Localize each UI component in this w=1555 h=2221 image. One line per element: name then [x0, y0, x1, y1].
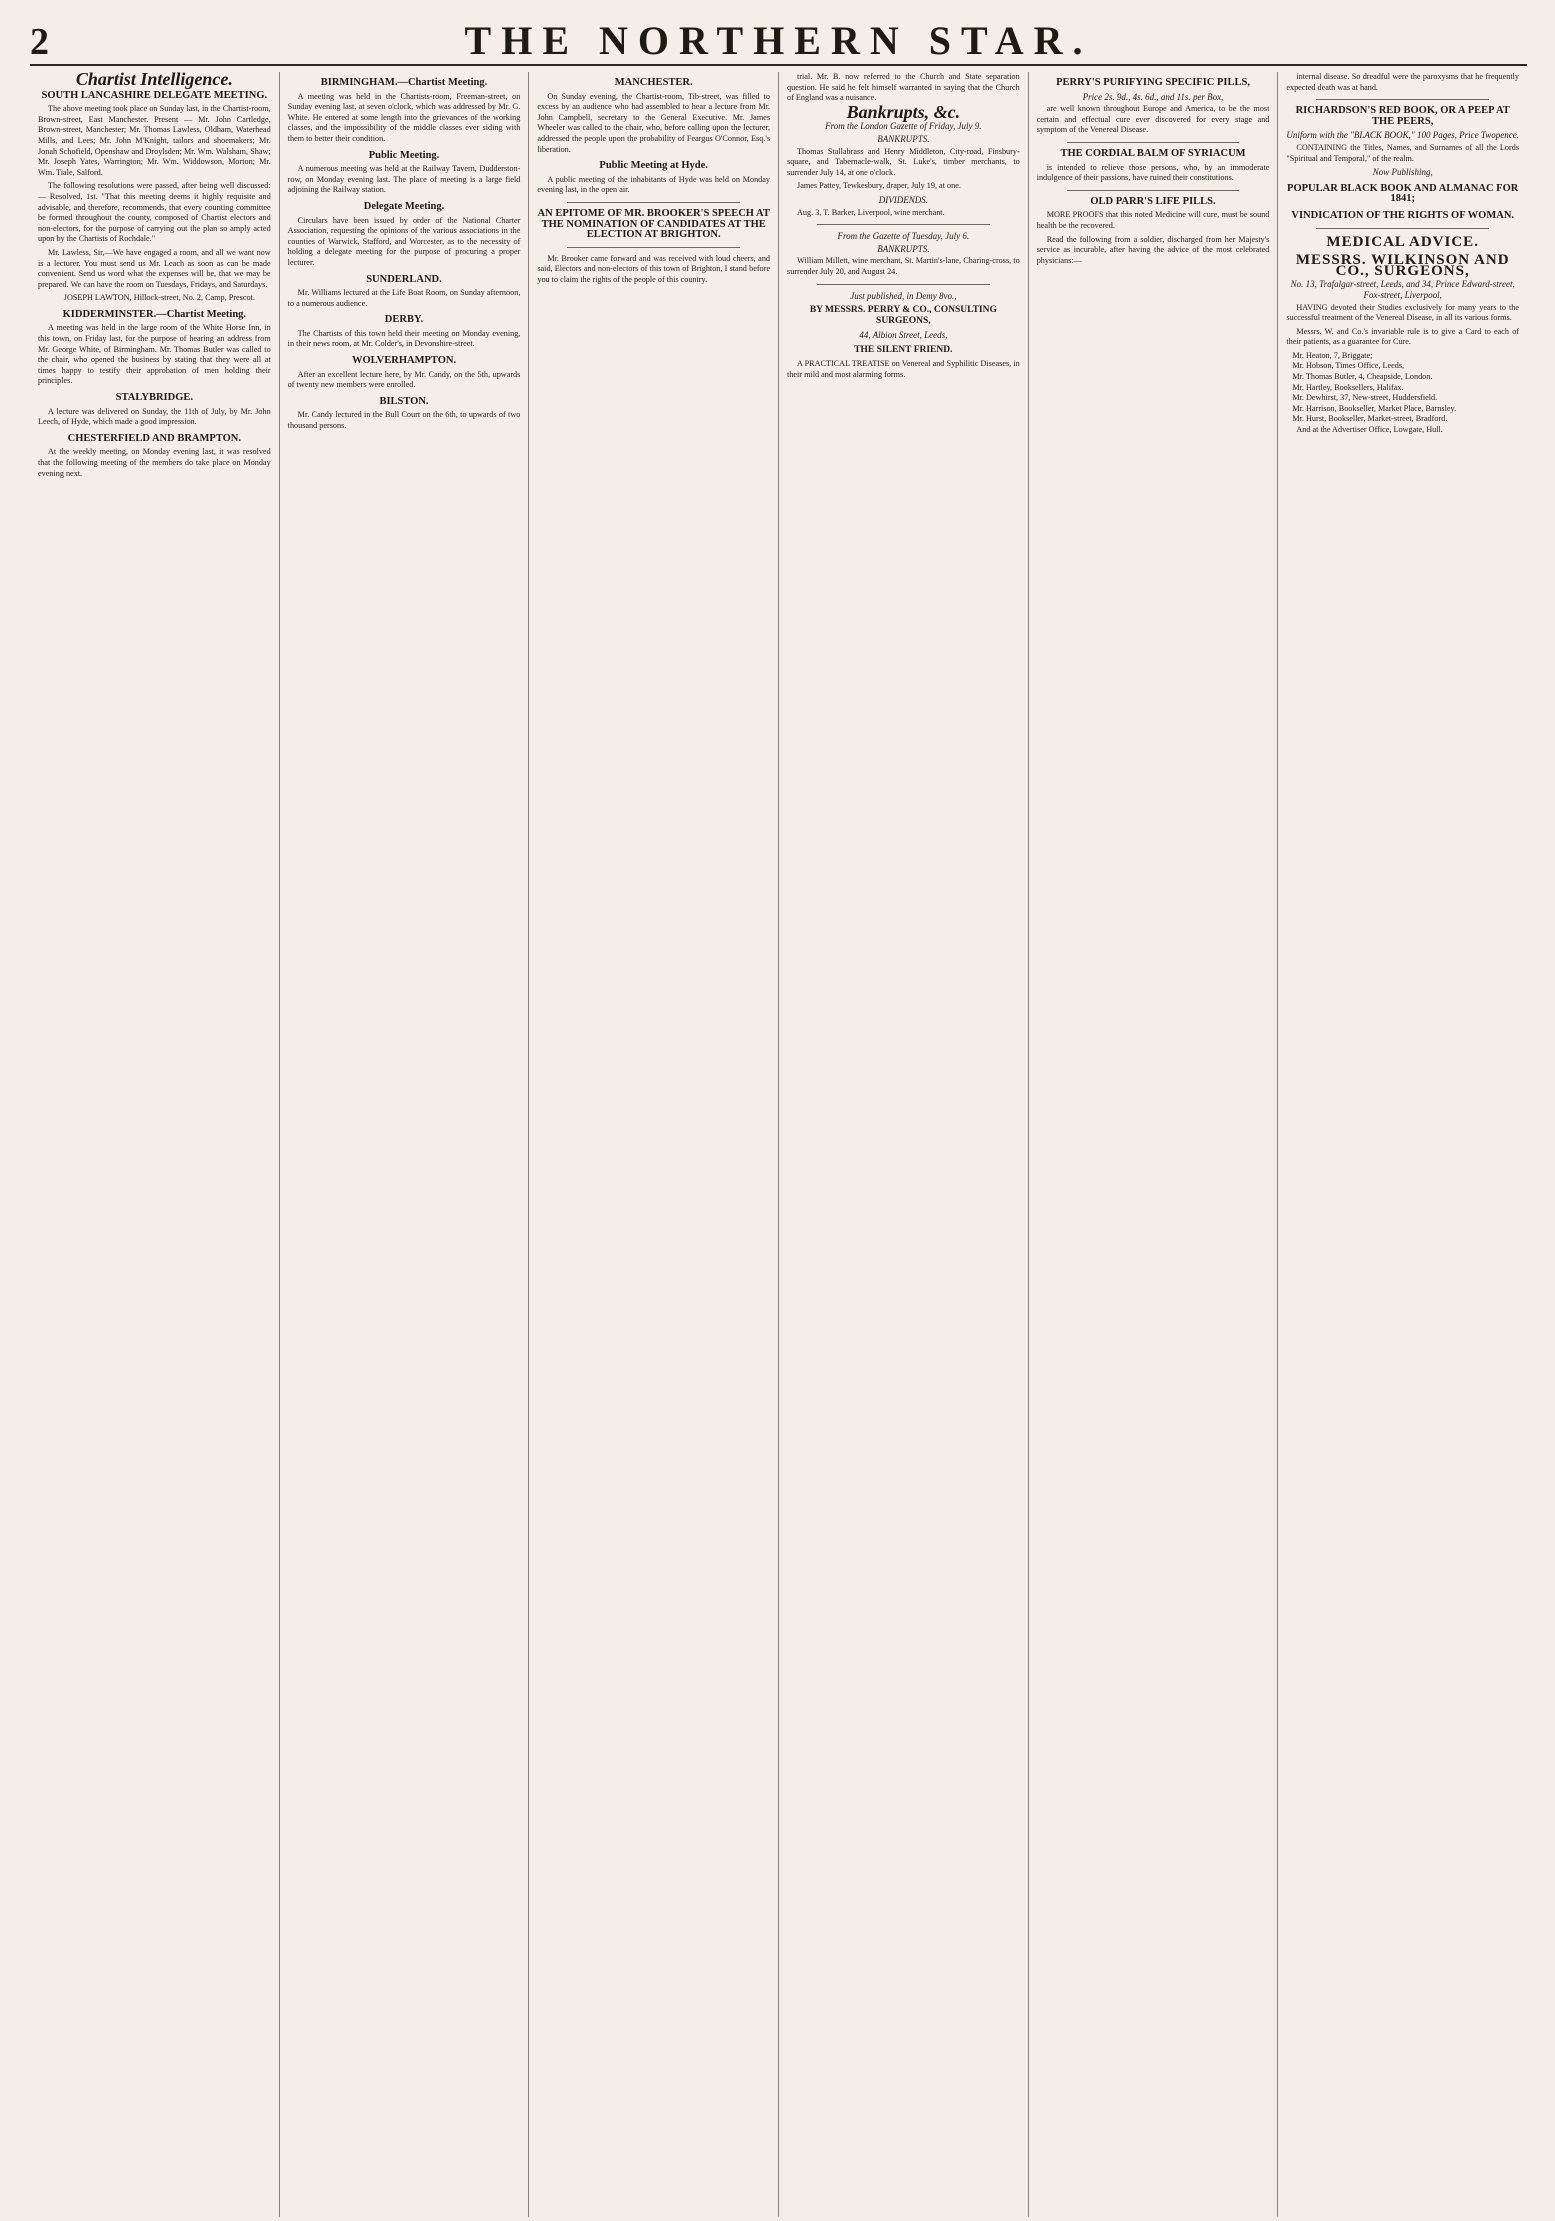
- article-paragraph: Mr. Lawless, Sir,—We have engaged a room, and all we want now is a lecturer. You must send us Mr. Leach as soon as can be made convenient. Send us word what the expenses will be, that we may be prepared. We can have the room on Tuesdays, Fridays, and Saturdays.: [38, 247, 271, 289]
- article-heading: STALYBRIDGE.: [115, 392, 193, 404]
- advert-heading: VINDICATION OF THE RIGHTS OF WOMAN.: [1291, 209, 1515, 221]
- article-paragraph: On Sunday evening, the Chartist-room, Tib-street, was filled to excess by an audience who had assembled to hear a lecture from Mr. John Campbell, secretary to the General Executive. Mr. James Wheeler was called to the chair, who, before calling upon the lecturer, addressed the people upon the probability of Feargus O'Connor, Esq.'s liberation.: [537, 91, 771, 154]
- divider: [817, 224, 990, 225]
- article-paragraph: internal disease. So dreadful were the paroxysms that he frequently expected death was at hand.: [1286, 72, 1520, 92]
- gazette-subtitle: From the London Gazette of Friday, July 9.: [825, 121, 982, 132]
- agent-entry: Mr. Thomas Butler, 4, Cheapside, London.: [1292, 372, 1433, 382]
- signature: JOSEPH LAWTON, Hillock-street, No. 2, Camp, Prescot.: [63, 293, 255, 303]
- agents-list: [1292, 351, 1519, 425]
- article-paragraph: A numerous meeting was held at the Railway Tavern, Dudderston-row, on Monday evening last. The place of meeting is a large field adjoining the Railway station.: [287, 164, 521, 195]
- article-heading: SOUTH LANCASHIRE DELEGATE MEETING.: [41, 89, 268, 101]
- divider: [567, 247, 740, 248]
- advert-heading: THE SILENT FRIEND.: [854, 344, 953, 355]
- divider: [1067, 142, 1240, 143]
- advert-address: 44, Albion Street, Leeds,: [859, 330, 948, 341]
- article-heading: KIDDERMINSTER.—Chartist Meeting.: [62, 308, 247, 320]
- article-paragraph: A meeting was held in the Chartists-room, Freeman-street, on Sunday evening last, at seven o'clock, which was addressed by Mr. G. White. He entered at some length into the grievances of the working classes, and the impossibility of the middle classes ever siding with them to better their condition.: [287, 91, 521, 143]
- article-paragraph: Aug. 3, T. Barker, Liverpool, wine merchant.: [797, 207, 945, 217]
- article-paragraph: trial. Mr. B. now referred to the Church and State separation question. He said he felt himself warranted in saying that the Church of England was a nuisance.: [787, 72, 1020, 103]
- agent-entry: Mr. Hurst, Bookseller, Market-street, Bradford.: [1292, 414, 1448, 424]
- article-paragraph: Read the following from a soldier, discharged from her Majesty's service as incurable, after having the advice of the most celebrated physicians:—: [1036, 234, 1270, 265]
- article-heading: BILSTON.: [379, 395, 429, 407]
- advert-price: Price 2s. 9d., 4s. 6d., and 11s. per Box,: [1082, 91, 1224, 102]
- agent-entry: Mr. Dewhirst, 37, New-street, Huddersfield.: [1292, 393, 1438, 403]
- advert-line: Just published, in Demy 8vo.,: [850, 290, 957, 301]
- section-title: Bankrupts, &c.: [846, 101, 961, 122]
- article-paragraph: The following resolutions were passed, after being well discussed:— Resolved, 1st. "That this meeting deems it highly requisite and advisable, and therefore, recommends, that every counting committee be formed throughout the county, composed of Chartist electors and non-electors, for the purpose of carrying out the plan so amply acted upon by the Chartists of Rochdale.": [38, 181, 271, 244]
- article-heading: BIRMINGHAM.—Chartist Meeting.: [320, 77, 488, 88]
- advert-heading: THE CORDIAL BALM OF SYRIACUM: [1060, 147, 1246, 159]
- gazette-subtitle: From the Gazette of Tuesday, July 6.: [837, 231, 970, 242]
- article-paragraph: Mr. Brooker came forward and was received with loud cheers, and said, Electors and non-electors of this town of Brighton, I stand before you to claim the rights of the people of this country.: [537, 253, 771, 284]
- article-paragraph: A lecture was delivered on Sunday, the 11th of July, by Mr. John Leech, of Hyde, which made a good impression.: [38, 406, 271, 427]
- advert-heading: PERRY'S PURIFYING SPECIFIC PILLS,: [1056, 77, 1250, 88]
- article-paragraph: Mr. Candy lectured in the Bull Court on the 6th, to upwards of two thousand persons.: [287, 410, 521, 431]
- list-label: BANKRUPTS.: [877, 243, 930, 254]
- divider: [817, 284, 990, 285]
- article-heading: SUNDERLAND.: [366, 273, 442, 285]
- article-paragraph: CONTAINING the Titles, Names, and Surnames of all the Lords "Spiritual and Temporal," of the realm.: [1286, 142, 1520, 163]
- article-paragraph: Mr. Williams lectured at the Life Boat Room, on Sunday afternoon, to a numerous audience.: [287, 288, 521, 308]
- column-6: [1278, 72, 1527, 2217]
- article-paragraph: James Pattey, Tewkesbury, draper, July 19, at one.: [797, 181, 961, 191]
- advert-heading-large: MESSRS. WILKINSON AND CO., SURGEONS,: [1295, 252, 1510, 279]
- article-paragraph: A public meeting of the inhabitants of Hyde was held on Monday evening last, in the open air.: [537, 174, 771, 195]
- newspaper-title: THE NORTHERN STAR.: [464, 18, 1093, 63]
- article-paragraph: Circulars have been issued by order of the National Charter Association, requesting the opinions of the various associations in the counties of Warwick, Stafford, and Worcester, as to the necessity of holding a delegate meeting for the purpose of procuring a proper lecturer.: [287, 215, 521, 267]
- article-paragraph: After an excellent lecture here, by Mr. Candy, on the 5th, upwards of twenty new members were enrolled.: [287, 369, 521, 390]
- article-columns: [30, 72, 1527, 2217]
- article-paragraph: HAVING devoted their Studies exclusively for many years to the successful treatment of the Venereal Disease, in all its various forms.: [1286, 302, 1520, 323]
- column-3: [529, 72, 779, 2217]
- advert-subtitle: Uniform with the "BLACK BOOK," 100 Pages, Price Twopence.: [1286, 130, 1519, 141]
- article-paragraph: are well known throughout Europe and America, to be the most certain and effectual cure ever discovered for every stage and symptom of the Venereal Disease.: [1036, 104, 1270, 135]
- list-label: BANKRUPTS.: [877, 133, 930, 144]
- advert-heading: POPULAR BLACK BOOK AND ALMANAC FOR 1841;: [1287, 182, 1519, 205]
- article-heading: AN EPITOME OF MR. BROOKER'S SPEECH AT THE NOMINATION OF CANDIDATES AT THE ELECTION AT BRIGHTON.: [537, 207, 770, 241]
- article-paragraph: The above meeting took place on Sunday last, in the Chartist-room, Brown-street, East Manchester. Present — Mr. John Cartledge, Brown-street, Manchester; Mr. Thomas Lawless, Oldham, Waterhead Mills, and Lees; Mr. John M'Knight, tailors and shoemakers; Mr. Jonah Schofield, Openshaw and Droylsden; Mr. Wm. Walsham, Shaw; Mr. Joseph Yates, Warrington; Mr. Wm. Widdowson, Morton; Mr. Wm. Tiale, Salford.: [38, 104, 271, 177]
- article-paragraph: William Millett, wine merchant, St. Martin's-lane, Charing-cross, to surrender July 20, and August 24.: [787, 256, 1020, 276]
- section-title: Chartist Intelligence.: [75, 72, 233, 89]
- divider: [567, 202, 740, 203]
- article-paragraph: Messrs. W. and Co.'s invariable rule is to give a Card to each of their patients, as a guarantee for Cure.: [1286, 326, 1520, 347]
- column-2: [280, 72, 530, 2217]
- page-number: 2: [30, 21, 49, 63]
- advert-heading: RICHARDSON'S RED BOOK, OR A PEEP AT THE PEERS,: [1295, 105, 1510, 127]
- article-heading: MANCHESTER.: [614, 77, 693, 88]
- article-heading: Public Meeting.: [368, 149, 440, 161]
- article-paragraph: Thomas Stallabrass and Henry Middleton, City-road, Finsbury-square, and Tabernacle-walk, St. Luke's, timber merchants, to surrender July 14, at one o'clock.: [787, 146, 1020, 177]
- advert-address: No. 13, Trafalgar-street, Leeds, and 34, Prince Edward-street, Fox-street, Liverpool,: [1290, 279, 1515, 300]
- agent-entry: Mr. Harrison, Bookseller, Market Place, Barnsley.: [1292, 403, 1457, 413]
- column-1: [30, 72, 280, 2217]
- agent-entry: Mr. Hobson, Times Office, Leeds,: [1292, 361, 1405, 371]
- agent-entry: Mr. Hartley, Booksellers, Halifax.: [1292, 382, 1404, 392]
- advert-heading-large: MEDICAL ADVICE.: [1326, 233, 1479, 250]
- divider: [1067, 190, 1240, 191]
- article-heading: DERBY.: [384, 314, 424, 326]
- article-paragraph: A PRACTICAL TREATISE on Venereal and Syphilitic Diseases, in their mild and most alarming forms.: [787, 359, 1020, 380]
- article-heading: CHESTERFIELD AND BRAMPTON.: [67, 432, 242, 444]
- column-4: [779, 72, 1029, 2217]
- advert-heading: BY MESSRS. PERRY & CO., CONSULTING SURGEONS,: [809, 305, 997, 326]
- column-5: [1029, 72, 1279, 2217]
- article-heading: Public Meeting at Hyde.: [599, 160, 708, 172]
- agent-entry: Mr. Heaton, 7, Briggate;: [1292, 350, 1373, 360]
- list-label: DIVIDENDS.: [878, 194, 928, 205]
- article-heading: WOLVERHAMPTON.: [351, 355, 457, 367]
- advert-heading: OLD PARR'S LIFE PILLS.: [1090, 195, 1216, 207]
- article-paragraph: A meeting was held in the large room of the White Horse Inn, in this town, on Friday last, for the purpose of hearing an address from Mr. George White, of Birmingham. Mr. Thomas Butler was called to the chair, who opened the business by stating that they were all at times happy to testify their approbation of men holding their principles.: [38, 323, 271, 386]
- advert-line: Now Publishing,: [1372, 167, 1433, 178]
- advert-footer: And at the Advertiser Office, Lowgate, Hull.: [1296, 425, 1443, 435]
- article-heading: Delegate Meeting.: [363, 200, 445, 212]
- divider: [1316, 99, 1489, 100]
- article-paragraph: MORE PROOFS that this noted Medicine will cure, must be sound health be the recovered.: [1036, 210, 1270, 230]
- article-paragraph: is intended to relieve those persons, who, by an immoderate indulgence of their passions, have ruined their constitutions.: [1036, 162, 1270, 183]
- article-paragraph: The Chartists of this town held their meeting on Monday evening, in their news room, at Mr. Colder's, in Devonshire-street.: [287, 328, 521, 349]
- divider: [1316, 228, 1489, 229]
- masthead: [30, 14, 1527, 66]
- article-paragraph: At the weekly meeting, on Monday evening last, it was resolved that the following meeting of the members do take place on Monday evening next.: [38, 447, 271, 478]
